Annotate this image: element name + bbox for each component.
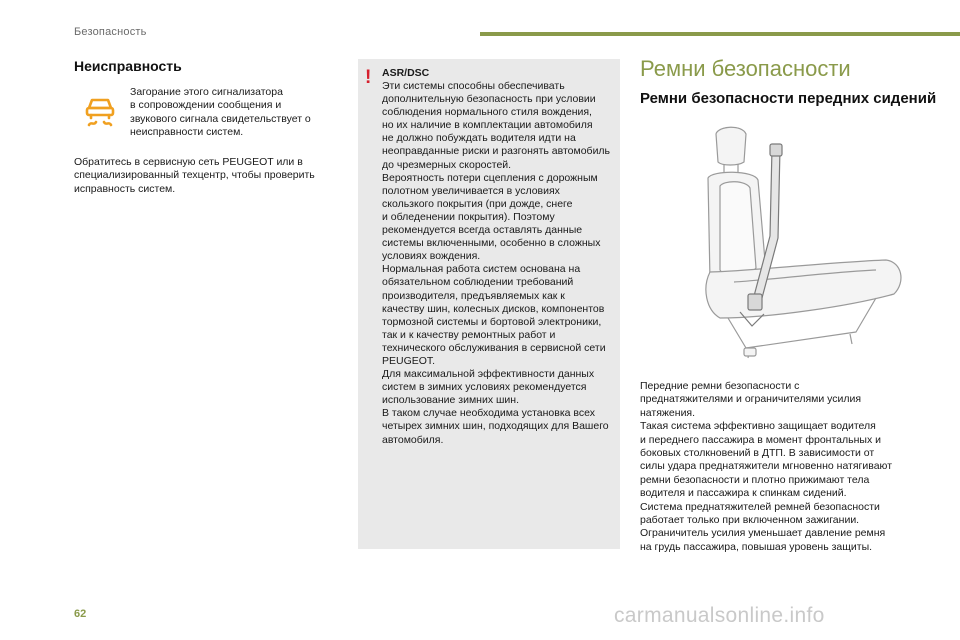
text-line: Такая система эффективно защищает водителя <box>640 420 876 433</box>
text-line: Загорание этого сигнализатора <box>130 86 283 98</box>
text-line: до чрезмерных скоростей. <box>382 158 512 171</box>
text-line: работает только при включенном зажигании. <box>640 514 860 527</box>
text-line: преднатяжителями и ограничителями усилия <box>640 393 862 406</box>
text-line: Система преднатяжителей ремней безопасности <box>640 500 880 513</box>
service-contact-text <box>74 156 334 196</box>
text-line: Вероятность потери сцепления с дорожным <box>382 171 598 184</box>
text-line: специализированный техцентр, чтобы проверить <box>74 169 315 182</box>
text-line: систем в зимних условиях рекомендуется <box>382 381 587 394</box>
text-line: в сопровождении сообщения и <box>130 99 282 112</box>
asr-dsc-title: ASR/DSC <box>382 67 430 79</box>
text-line: автомобиля. <box>382 433 444 446</box>
text-line: и обледенении покрытия). Поэтому <box>382 210 555 223</box>
text-line: на грудь пассажира, повышая уровень защиты. <box>640 540 873 553</box>
text-line: тормозной системы и бортовой электроники, <box>382 315 602 328</box>
text-line: дополнительную безопасность при условии <box>382 93 596 106</box>
front-seat-with-belt-illustration <box>680 122 920 362</box>
front-seat-belts-heading: Ремни безопасности передних сидений <box>640 90 937 107</box>
text-line: условиях вождения. <box>382 250 481 263</box>
text-line: так и к качеству ремонтных работ и <box>382 328 556 341</box>
section-title: Безопасность <box>74 26 147 38</box>
text-line: производителя, предъявляемых как к <box>382 289 565 302</box>
text-line: Эти системы способны обеспечивать <box>382 80 565 92</box>
text-line: Нормальная работа систем основана на <box>382 263 581 276</box>
text-line: неоправданные риски и разгонять автомобиль <box>382 145 611 158</box>
text-line: соблюдения нормального стиля вождения, <box>382 106 592 119</box>
text-line: рекомендуется всегда оставлять данные <box>382 224 583 237</box>
text-line: не должно побуждать водителя идти на <box>382 132 576 145</box>
text-line: и переднего пассажира в момент фронтальных и <box>640 433 881 446</box>
text-line: исправность систем. <box>74 182 176 195</box>
text-line: Для максимальной эффективности данных <box>382 368 595 381</box>
header-rule <box>480 32 960 36</box>
text-line: звукового сигнала свидетельствует о <box>130 112 311 125</box>
text-line: качеству шин, колесных дисков, компонентов <box>382 302 605 315</box>
text-line: силы удара преднатяжители мгновенно натягивают <box>640 460 893 473</box>
warning-light-text <box>130 86 340 140</box>
text-line: водителя и пассажира к спинкам сидений. <box>640 487 847 500</box>
text-line: четырех зимних шин, подходящих для Вашего <box>382 420 609 433</box>
front-belts-description <box>640 380 902 554</box>
seat-belts-chapter-heading: Ремни безопасности <box>640 56 851 81</box>
warning-exclamation-icon: ! <box>365 67 372 88</box>
text-line: PEUGEOT. <box>382 354 436 367</box>
text-line: использование зимних шин. <box>382 394 519 407</box>
text-line: Обратитесь в сервисную сеть PEUGEOT или в <box>74 156 303 168</box>
asr-dsc-body <box>382 80 618 447</box>
text-line: полотном увеличивается в условиях <box>382 184 560 197</box>
text-line: обязательном соблюдении требований <box>382 276 574 289</box>
text-line: натяжения. <box>640 406 696 419</box>
text-line: ремни безопасности и плотно прижимают тела <box>640 473 870 486</box>
car-skid-warning-icon <box>82 92 118 128</box>
text-line: Передние ремни безопасности с <box>640 380 800 392</box>
watermark: carmanualsonline.info <box>614 604 825 627</box>
text-line: неисправности систем. <box>130 126 244 139</box>
text-line: В таком случае необходима установка всех <box>382 407 595 420</box>
text-line: системы включенными, особенно в сложных <box>382 237 601 250</box>
text-line: Ограничитель усилия уменьшает давление ремня <box>640 527 886 540</box>
text-line: скользкого покрытия (при дожде, снеге <box>382 197 573 210</box>
text-line: боковых столкновений в ДТП. В зависимости от <box>640 447 875 460</box>
text-line: технического обслуживания в сервисной сети <box>382 341 606 354</box>
page-number: 62 <box>74 608 87 620</box>
asr-dsc-notice-box <box>358 59 620 549</box>
fault-heading: Неисправность <box>74 58 182 74</box>
text-line: но их наличие в комплектации автомобиля <box>382 119 593 132</box>
